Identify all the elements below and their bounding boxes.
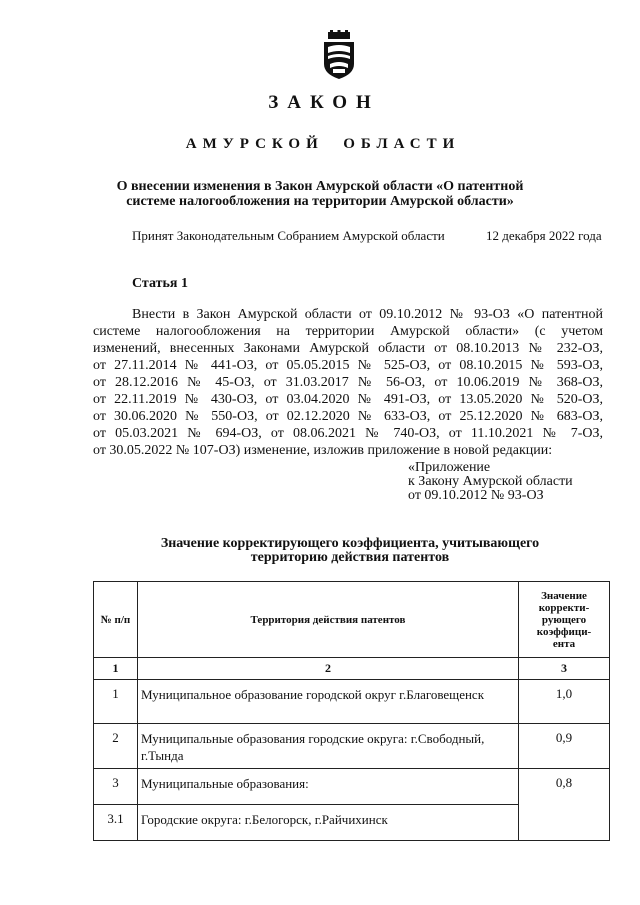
table-row [94, 769, 610, 805]
law-title-line: системе налогообложения на территории Амурской области» [126, 194, 514, 209]
table-title-line: Значение корректирующего коэффициента, учитывающего [160, 536, 540, 551]
article-line: от 30.06.2020 № 550-ОЗ, от 02.12.2020 № 633-ОЗ, от 25.12.2020 № 683-ОЗ, [93, 409, 603, 424]
region-heading: АМУРСКОЙ ОБЛАСТИ [185, 136, 461, 152]
row-coefficient: 0,9 [519, 724, 610, 769]
doc-type-heading: ЗАКОН [268, 92, 380, 113]
article-line: Внести в Закон Амурской области от 09.10.2012 № 93-ОЗ «О патентной [132, 307, 603, 322]
adopted-date: 12 декабря 2022 года [486, 228, 602, 243]
law-title-line: О внесении изменения в Закон Амурской области «О патентной [116, 179, 524, 194]
row-number: 2 [94, 724, 138, 769]
column-header-number: № п/п [94, 582, 138, 658]
row-territory: Муниципальные образования городские округа: г.Свободный, г.Тында [138, 724, 519, 769]
appendix-reference [408, 461, 573, 503]
amur-coat-of-arms-icon [318, 30, 360, 80]
column-index: 1 [94, 658, 138, 680]
article-line: от 05.03.2021 № 694-ОЗ, от 08.06.2021 № 740-ОЗ, от 11.10.2021 № 7-ОЗ, [93, 426, 603, 441]
article-line: от 27.11.2014 № 441-ОЗ, от 05.05.2015 № 525-ОЗ, от 08.10.2015 № 593-ОЗ, [93, 358, 603, 373]
coefficient-table [93, 581, 610, 841]
row-number: 3.1 [94, 805, 138, 841]
column-index: 2 [138, 658, 519, 680]
column-header-coefficient: Значение корректи- рующего коэффици- ента [519, 582, 610, 658]
article-line: от 28.12.2016 № 45-ОЗ, от 31.03.2017 № 56-ОЗ, от 10.06.2019 № 368-ОЗ, [93, 375, 603, 390]
column-header-territory: Территория действия патентов [138, 582, 519, 658]
appendix-line: «Приложение [408, 460, 491, 475]
row-number: 3 [94, 769, 138, 805]
appendix-line: к Закону Амурской области [408, 474, 573, 489]
row-territory: Муниципальное образование городской округ г.Благовещенск [138, 680, 519, 724]
table-title-line: территорию действия патентов [250, 550, 450, 565]
row-number: 1 [94, 680, 138, 724]
row-coefficient: 0,8 [519, 769, 610, 841]
article-line: системе налогообложения на территории Амурской области» (с учетом [93, 324, 603, 339]
row-territory: Городские округа: г.Белогорск, г.Райчихинск [138, 805, 519, 841]
row-territory: Муниципальные образования: [138, 769, 519, 805]
article-body [93, 306, 603, 459]
article-heading: Статья 1 [132, 276, 188, 291]
table-row [94, 680, 610, 724]
article-line: от 22.11.2019 № 430-ОЗ, от 03.04.2020 № 491-ОЗ, от 13.05.2020 № 520-ОЗ, [93, 392, 603, 407]
adopted-by: Принят Законодательным Собранием Амурской области [132, 228, 445, 243]
law-title [40, 179, 600, 209]
article-line: от 30.05.2022 № 107-ОЗ) изменение, изложив приложение в новой редакции: [93, 443, 553, 458]
article-line: изменений, внесенных Законами Амурской области от 08.10.2013 № 232-ОЗ, [93, 341, 603, 356]
appendix-line: от 09.10.2012 № 93-ОЗ [408, 488, 544, 503]
column-index: 3 [519, 658, 610, 680]
table-title [60, 537, 640, 565]
row-coefficient: 1,0 [519, 680, 610, 724]
table-row [94, 724, 610, 769]
